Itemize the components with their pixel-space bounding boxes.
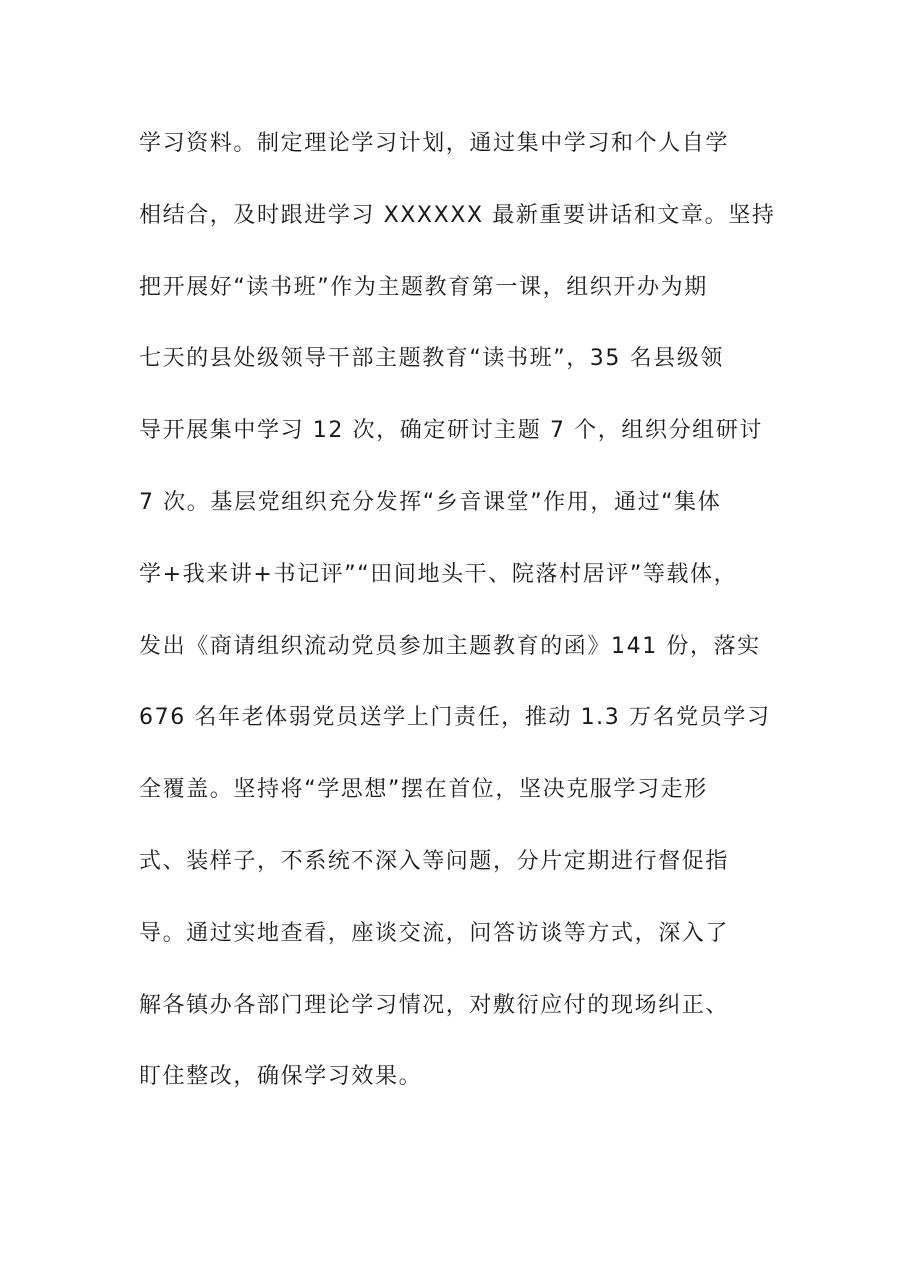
text-line: 676 名年老体弱党员送学上门责任，推动 1.3 万名党员学习 [139,705,771,731]
text-line: 全覆盖。坚持将“学思想”摆在首位，坚决克服学习走形 [139,777,708,803]
text-line: 发出《商请组织流动党员参加主题教育的函》141 份，落实 [139,633,761,659]
text-line: 七天的县处级领导干部主题教育“读书班”，35 名县级领 [139,346,724,372]
text-line: 相结合，及时跟进学习 XXXXXX 最新重要讲话和文章。坚持 [139,202,776,228]
text-line: 盯住整改，确保学习效果。 [139,1064,423,1090]
text-line: 式、装样子，不系统不深入等问题，分片定期进行督促指 [139,848,730,874]
text-line: 7 次。基层党组织充分发挥“乡音课堂”作用，通过“集体 [139,489,722,515]
text-line: 把开展好“读书班”作为主题教育第一课，组织开办为期 [139,274,708,300]
body-paragraph [139,122,789,1127]
text-line: 导开展集中学习 12 次，确定研讨主题 7 个，组织分组研讨 [139,418,763,444]
text-line: 学+我来讲+书记评”“田间地头干、院落村居评”等载体， [139,561,738,587]
text-line: 解各镇办各部门理论学习情况，对敷衍应付的现场纠正、 [139,992,730,1018]
text-line: 学习资料。制定理论学习计划，通过集中学习和个人自学 [139,131,730,156]
text-line: 导。通过实地查看，座谈交流，问答访谈等方式，深入了 [139,920,730,946]
